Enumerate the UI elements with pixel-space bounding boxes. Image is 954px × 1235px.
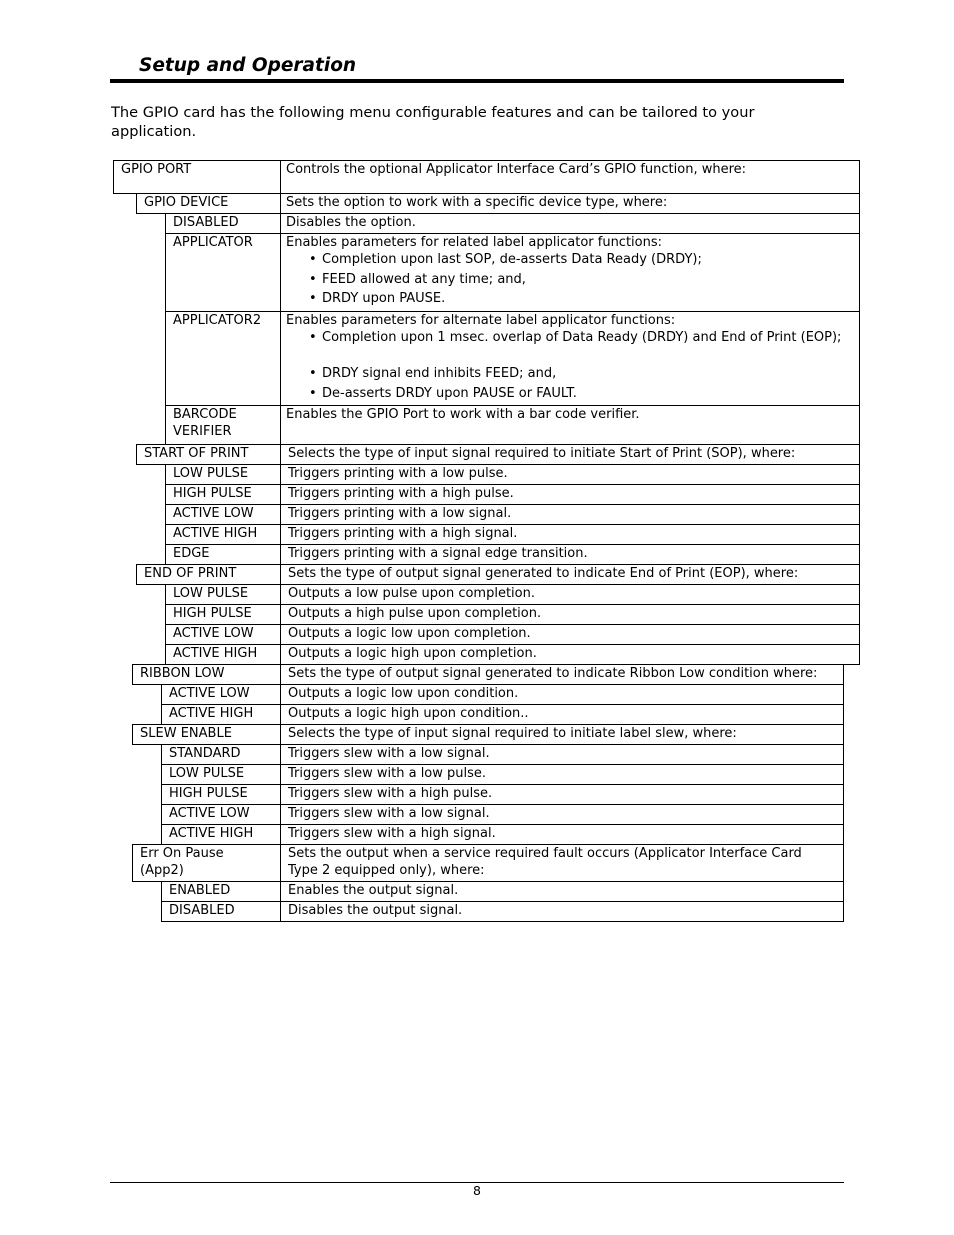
menu-option-name: EDGE xyxy=(173,546,210,561)
menu-option-description: Enables the output signal. xyxy=(288,883,459,898)
menu-option-name: ACTIVE HIGH xyxy=(169,706,254,721)
menu-option-description: Disables the option. xyxy=(286,215,416,230)
menu-option-description: Outputs a logic low upon completion. xyxy=(288,626,531,641)
menu-option-name: ACTIVE LOW xyxy=(169,806,250,821)
bullet-text: De-asserts DRDY upon PAUSE or FAULT. xyxy=(322,385,577,401)
menu-option-description: Triggers slew with a low signal. xyxy=(288,746,490,761)
menu-option-name: ACTIVE LOW xyxy=(173,626,254,641)
menu-option-description: Triggers printing with a signal edge transition. xyxy=(288,546,588,561)
menu-option-description: Triggers printing with a high signal. xyxy=(288,526,518,541)
menu-option-description: Sets the type of output signal generated to indicate Ribbon Low condition where: xyxy=(288,666,818,681)
menu-option-description: Controls the optional Applicator Interface Card’s GPIO function, where: xyxy=(286,162,747,177)
menu-option-name: ENABLED xyxy=(169,883,231,898)
menu-option-name: END OF PRINT xyxy=(144,566,237,581)
menu-option-name: START OF PRINT xyxy=(144,446,249,461)
menu-option-description: Outputs a logic high upon condition.. xyxy=(288,706,529,721)
menu-option-name: SLEW ENABLE xyxy=(140,726,232,741)
menu-option-name: LOW PULSE xyxy=(173,466,249,481)
menu-option-name: ACTIVE LOW xyxy=(169,686,250,701)
menu-option-description: Triggers printing with a high pulse. xyxy=(288,486,514,501)
menu-option-name: ACTIVE HIGH xyxy=(169,826,254,841)
menu-option-description: Disables the output signal. xyxy=(288,903,463,918)
menu-option-name: BARCODE VERIFIER xyxy=(173,407,237,439)
menu-option-name: HIGH PULSE xyxy=(173,486,252,501)
menu-option-description: Triggers printing with a low signal. xyxy=(288,506,512,521)
menu-option-description: Triggers slew with a high pulse. xyxy=(288,786,493,801)
menu-option-name: RIBBON LOW xyxy=(140,666,225,681)
bullet-text: DRDY signal end inhibits FEED; and, xyxy=(322,366,557,381)
heading-rule xyxy=(110,79,844,83)
page-heading: Setup and Operation xyxy=(139,55,357,76)
menu-option-description: Enables parameters for alternate label applicator functions: xyxy=(286,313,676,328)
menu-option-description: Outputs a logic low upon condition. xyxy=(288,686,519,701)
menu-option-name: HIGH PULSE xyxy=(173,606,252,621)
bullet-icon: • xyxy=(309,366,317,381)
bullet-icon: • xyxy=(309,330,317,345)
menu-option-name: HIGH PULSE xyxy=(169,786,248,801)
menu-option-description: Triggers printing with a low pulse. xyxy=(288,466,508,481)
menu-option-name: Err On Pause (App2) xyxy=(140,846,224,878)
menu-option-name: GPIO DEVICE xyxy=(144,195,229,210)
menu-option-description: Sets the option to work with a specific device type, where: xyxy=(286,195,668,210)
bullet-text: Completion upon last SOP, de-asserts Data Ready (DRDY); xyxy=(322,252,702,267)
menu-option-description: Enables the GPIO Port to work with a bar code verifier. xyxy=(286,407,640,422)
menu-option-name: APPLICATOR2 xyxy=(173,313,262,328)
bullet-icon: • xyxy=(309,291,317,306)
menu-option-description: Outputs a logic high upon completion. xyxy=(288,646,537,661)
bullet-text: Completion upon 1 msec. overlap of Data Ready (DRDY) and End of Print (EOP); xyxy=(322,330,842,345)
menu-option-description: Triggers slew with a low signal. xyxy=(288,806,490,821)
menu-option-name: APPLICATOR xyxy=(173,235,253,250)
menu-option-description: Enables parameters for related label applicator functions: xyxy=(286,235,663,250)
menu-option-name: DISABLED xyxy=(169,903,235,918)
bullet-icon: • xyxy=(309,271,317,287)
menu-option-description: Selects the type of input signal required to initiate label slew, where: xyxy=(288,726,737,741)
page-number: 8 xyxy=(473,1183,481,1198)
menu-option-description: Selects the type of input signal required to initiate Start of Print (SOP), where: xyxy=(288,446,796,461)
bullet-icon: • xyxy=(309,252,317,267)
menu-option-name: STANDARD xyxy=(169,746,241,761)
menu-option-name: ACTIVE HIGH xyxy=(173,646,258,661)
menu-option-name: GPIO PORT xyxy=(121,162,192,177)
bullet-text: DRDY upon PAUSE. xyxy=(322,291,446,306)
menu-option-name: LOW PULSE xyxy=(173,586,249,601)
menu-option-name: ACTIVE HIGH xyxy=(173,526,258,541)
menu-option-description: Triggers slew with a low pulse. xyxy=(288,766,487,781)
bullet-text: FEED allowed at any time; and, xyxy=(322,271,526,287)
menu-option-name: LOW PULSE xyxy=(169,766,245,781)
menu-option-description: Triggers slew with a high signal. xyxy=(288,826,496,841)
intro-paragraph: The GPIO card has the following menu configurable features and can be tailored to your application. xyxy=(111,104,755,140)
menu-option-description: Sets the output when a service required fault occurs (Applicator Interface Card Type 2 equipped only), where: xyxy=(288,846,802,878)
menu-option-description: Outputs a low pulse upon completion. xyxy=(288,586,535,601)
menu-option-name: ACTIVE LOW xyxy=(173,506,254,521)
menu-option-description: Sets the type of output signal generated to indicate End of Print (EOP), where: xyxy=(288,566,799,581)
bullet-icon: • xyxy=(309,385,317,401)
menu-option-description: Outputs a high pulse upon completion. xyxy=(288,606,542,621)
menu-option-name: DISABLED xyxy=(173,215,239,230)
